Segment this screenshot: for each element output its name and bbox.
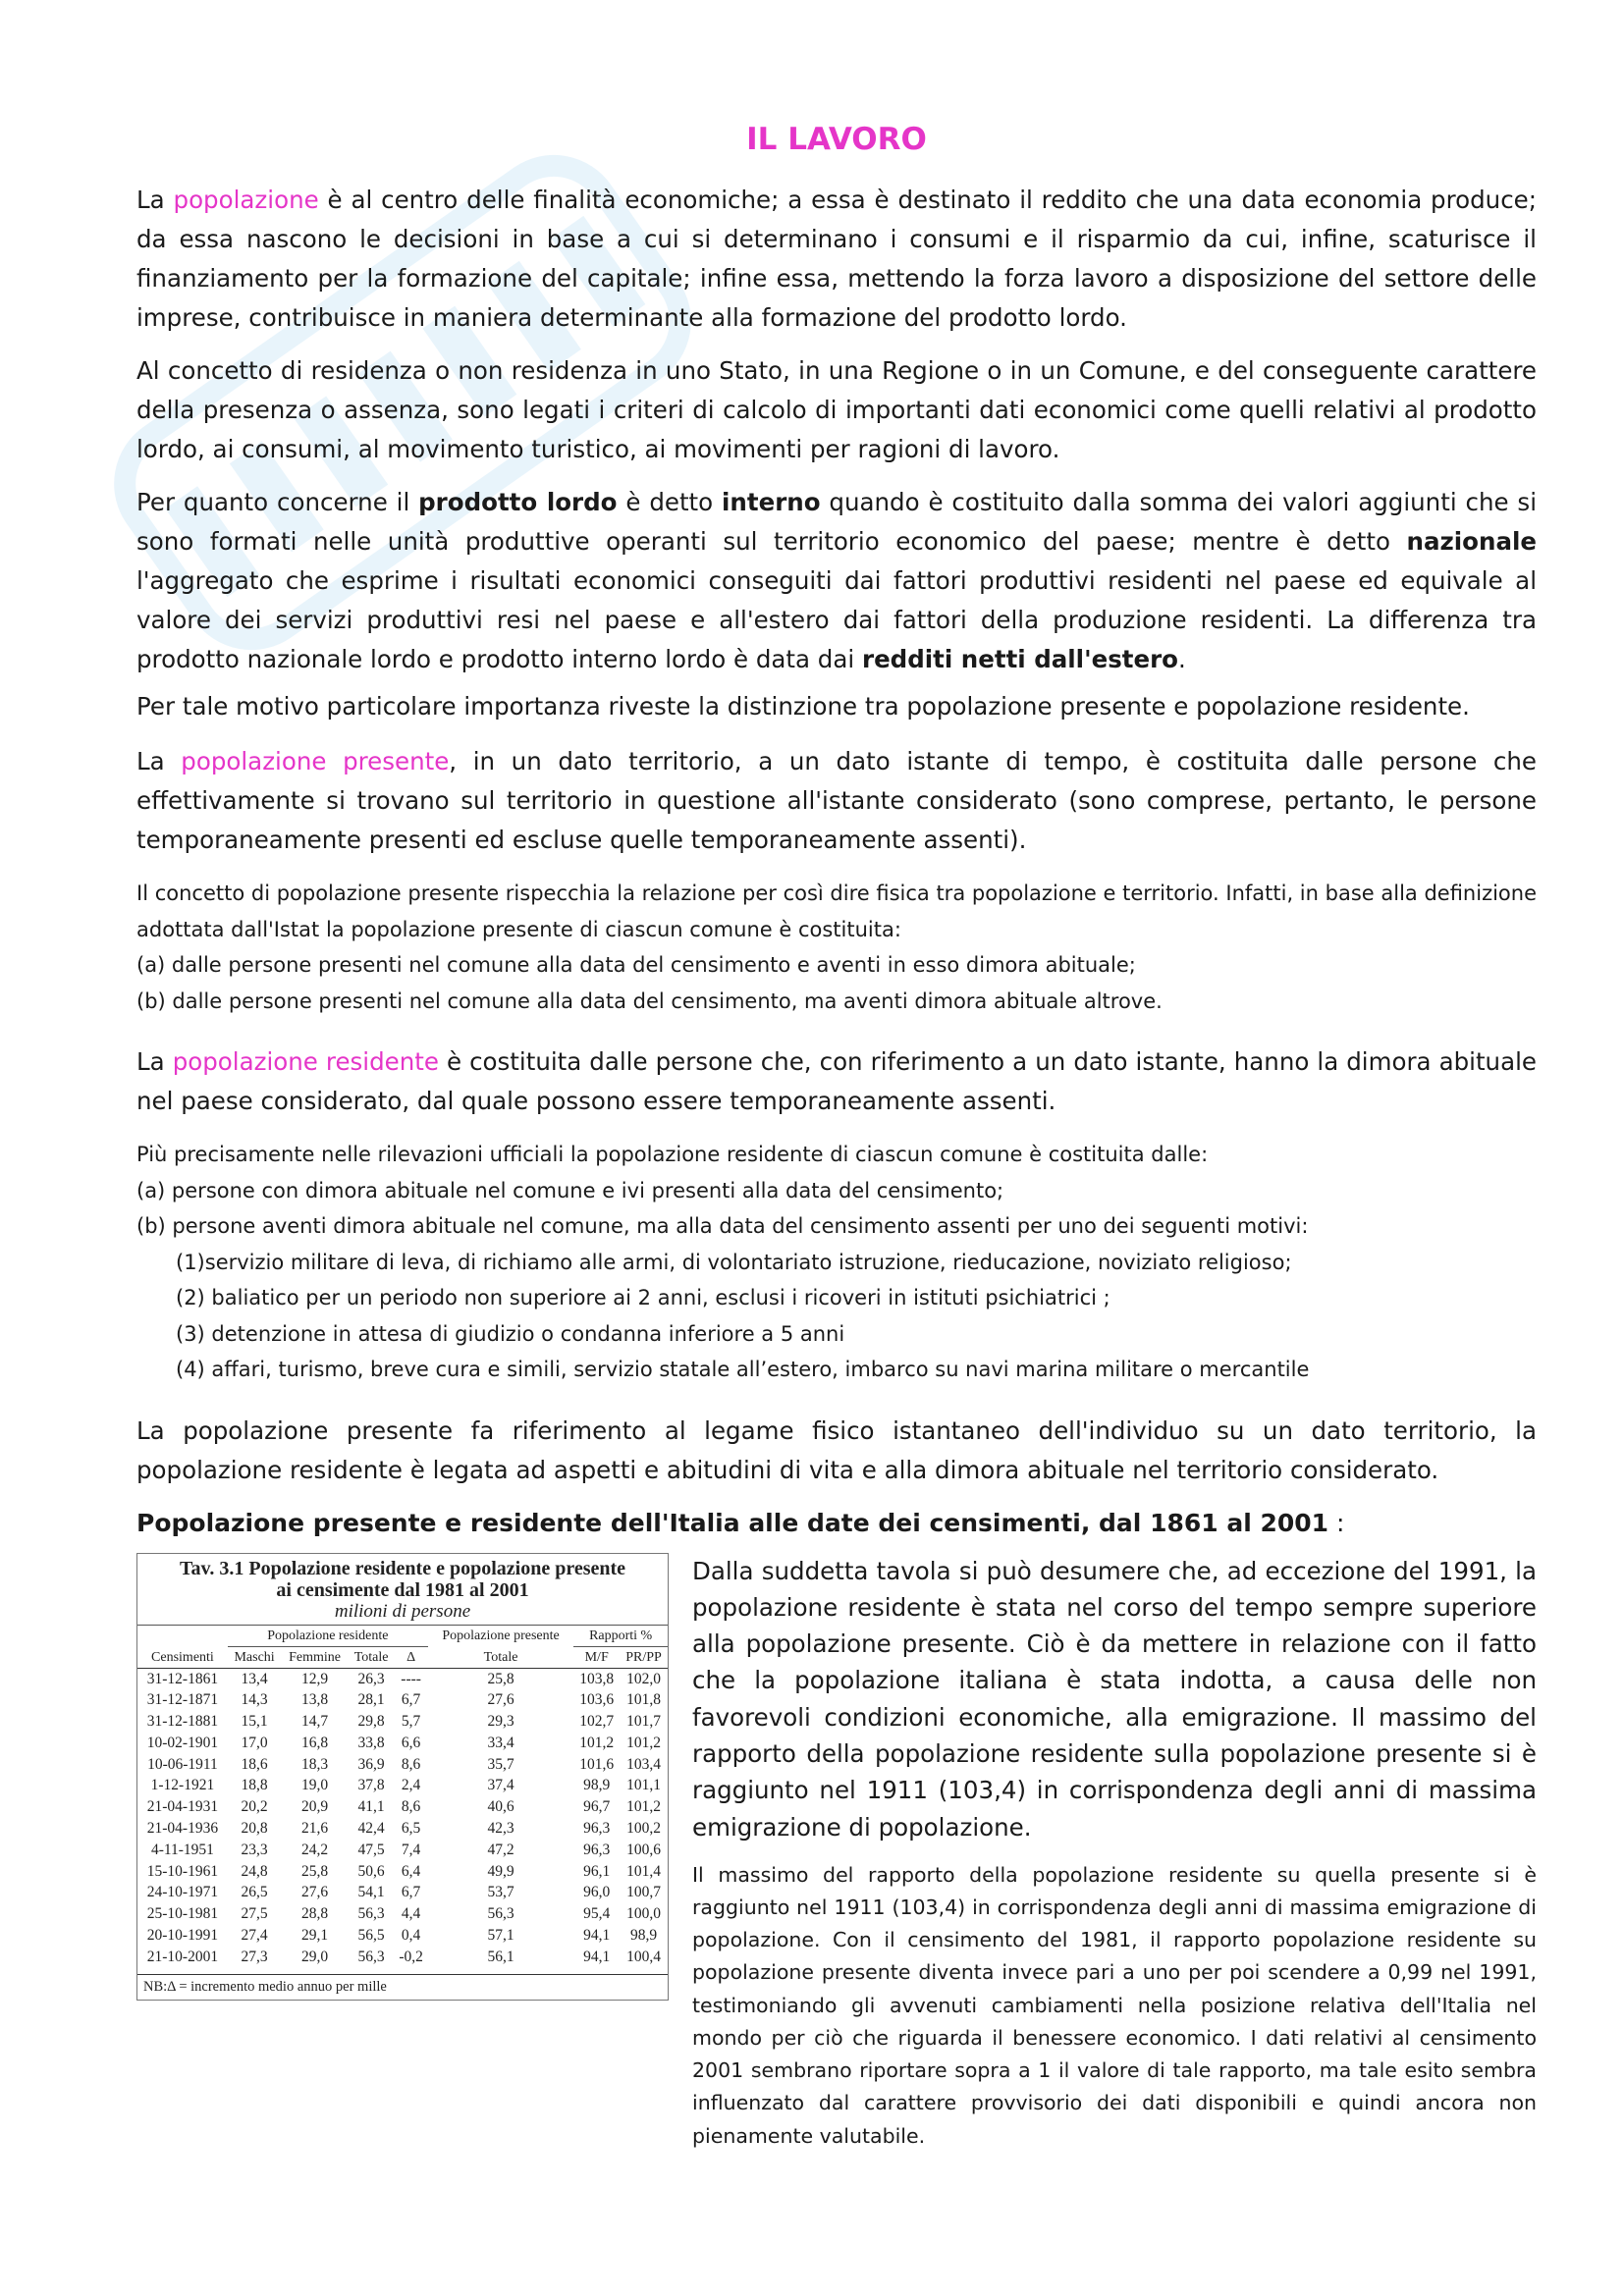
text: è detto [617, 488, 723, 516]
table-cell: 19,0 [300, 1777, 329, 1794]
table-cell: 27,6 [487, 1691, 514, 1709]
table-cell: 4,4 [401, 1905, 421, 1923]
table-cell: 25-10-1981 [146, 1905, 219, 1923]
text: La [136, 186, 174, 214]
table-cell: 12,9 [300, 1670, 329, 1687]
table-row [137, 1818, 668, 1840]
table-row [137, 1689, 668, 1711]
table-cell: 31-12-1861 [146, 1670, 219, 1687]
table-cell: 27,6 [300, 1884, 329, 1901]
paragraph-popolazione-residente [136, 1042, 1537, 1121]
paragraph-prodotto-lordo [136, 483, 1537, 679]
table-cell: 0,4 [401, 1927, 421, 1945]
table-cell: 96,3 [583, 1841, 611, 1858]
table-cell: 37,8 [357, 1777, 385, 1794]
table-note: NB:Δ = incremento medio annuo per mille [137, 1974, 668, 2000]
table-cell: 14,3 [241, 1691, 268, 1709]
istat-intro: Il concetto di popolazione presente rispecchia la relazione per così dire fisica tra popolazione e territorio. Infatti, in base alla definizione adottata dall'Istat la popolazione presente di ciascun comune è costituita: [136, 881, 1538, 941]
table-cell: 15-10-1961 [146, 1862, 219, 1880]
census-data-table [137, 1626, 668, 1968]
column-header: Δ [394, 1646, 427, 1668]
table-cell: 24-10-1971 [146, 1884, 219, 1901]
text: quando è costituito dalla somma dei valori aggiunti che si sono formati nelle unità produttive operanti sul territorio economico del paese; mentre è detto [136, 488, 1538, 556]
table-row [137, 1861, 668, 1883]
table-cell: 6,4 [401, 1862, 421, 1880]
table-cell: 42,4 [357, 1820, 385, 1838]
table-cell: 100,6 [626, 1841, 661, 1858]
table-row [137, 1668, 668, 1689]
page-title: IL LAVORO [746, 122, 927, 157]
table-cell: 94,1 [583, 1927, 611, 1945]
table-cell: 10-06-1911 [147, 1755, 218, 1773]
table-cell: 18,6 [241, 1755, 268, 1773]
column-header: Totale [428, 1646, 573, 1668]
motivo-4: (4) affari, turismo, breve cura e simili, servizio statale all’estero, imbarco su navi marina militare o mercantile [176, 1358, 1310, 1381]
table-cell: 20,9 [300, 1798, 329, 1816]
paragraph-popolazione-presente [136, 742, 1537, 860]
heading-text: Popolazione presente e residente dell'Italia alle date dei censimenti, dal 1861 al 2001 [136, 1508, 1329, 1537]
table-cell: 103,4 [626, 1755, 661, 1773]
table-cell: 20,2 [241, 1798, 268, 1816]
table-cell: 8,6 [401, 1798, 421, 1816]
table-cell: 56,3 [357, 1905, 385, 1923]
table-row [137, 1733, 668, 1754]
table-cell: 6,5 [401, 1820, 421, 1838]
text: La [136, 1047, 173, 1076]
table-cell: 101,8 [626, 1691, 661, 1709]
table-cell: 27,5 [241, 1905, 268, 1923]
table-row [137, 1840, 668, 1861]
table-cell: 102,0 [626, 1670, 661, 1687]
table-cell: 13,4 [241, 1670, 268, 1687]
group-residente: Popolazione residente [228, 1626, 428, 1647]
column-header: Maschi [228, 1646, 281, 1668]
table-cell: 35,7 [487, 1755, 514, 1773]
table-cell: 4-11-1951 [150, 1841, 214, 1858]
paragraph-legame: La popolazione presente fa riferimento al legame fisico istantaneo dell'individuo su un dato territorio, la popolazione residente è legata ad aspetti e abitudini di vita e alla dimora abituale nel territorio considerato. [136, 1415, 1537, 1484]
table-cell: 101,2 [626, 1734, 661, 1751]
table-cell: 20-10-1991 [146, 1927, 219, 1945]
table-cell: 103,8 [579, 1670, 615, 1687]
bold-interno: interno [722, 488, 821, 516]
text: è al centro delle finalità economiche; a essa è destinato il reddito che una data economia produce; da essa nascono le decisioni in base a cui si determinano i consumi e il risparmio da cui, infine, scaturisce il finanziamento per la formazione del capitale; infine essa, mettendo la forza lavoro a disposizione del settore delle imprese, contribuisce in maniera determinante alla formazione del prodotto lordo. [136, 186, 1537, 332]
table-cell: 6,6 [401, 1734, 421, 1751]
table-cell: 27,3 [241, 1948, 268, 1965]
table-cell: 14,7 [300, 1713, 329, 1731]
table-cell: 25,8 [487, 1670, 514, 1687]
table-cell: 53,7 [487, 1884, 514, 1901]
group-presente: Popolazione presente [442, 1629, 560, 1643]
table-row [137, 1796, 668, 1818]
table-cell: 1-12-1921 [150, 1777, 215, 1794]
table-cell: 49,9 [487, 1862, 514, 1880]
table-cell: 29,0 [300, 1948, 329, 1965]
column-header: Totale [349, 1646, 395, 1668]
table-body [137, 1668, 668, 1968]
table-cell: 28,1 [357, 1691, 385, 1709]
table-cell: 98,9 [629, 1927, 658, 1945]
text: l'aggregato che esprime i risultati economici conseguiti dai fattori produttivi residenti nel paese ed equivale al valore dei servizi produttivi resi nel paese e all'estero dai fattori della produzione residenti. La differenza tra prodotto nazionale lordo e prodotto interno lordo è data dai [136, 566, 1537, 673]
table-cell: 37,4 [487, 1777, 514, 1794]
table-cell: 6,7 [401, 1691, 421, 1709]
section-heading [136, 1504, 1537, 1543]
table-cell: 24,8 [241, 1862, 268, 1880]
table-cell: 36,9 [357, 1755, 385, 1773]
residente-item-b: (b) persone aventi dimora abituale nel comune, ma alla data del censimento assenti per uno dei seguenti motivi: [136, 1214, 1309, 1238]
paragraph-massimo-rapporto: Il massimo del rapporto della popolazione residente su quella presente si è raggiunto nel 1911 (103,4) in corrispondenza degli anni di massima emigrazione di popolazione. Con il censimento del 1981, il rapporto popolazione residente su popolazione presente diventa invece pari a uno per poi scendere a 0,99 nel 1991, testimoniando gli avvenuti cambiamenti nella posizione relativa dell'Italia nel mondo per ciò che riguarda il benessere economico. I dati relativi al censimento 2001 sembrano riportare sopra a 1 il valore di tale rapporto, ma tale esito sembra influenzato dal carattere provvisorio dei dati disponibili e quindi ancora non pienamente valutabile. [692, 1862, 1537, 2148]
highlight-popolazione: popolazione [173, 186, 319, 214]
table-cell: 31-12-1871 [146, 1691, 219, 1709]
text: La [136, 747, 182, 775]
table-cell: 96,3 [583, 1820, 611, 1838]
table-cell: 94,1 [583, 1948, 611, 1965]
table-cell: 95,4 [583, 1905, 611, 1923]
table-cell: 100,7 [626, 1884, 661, 1901]
table-row [137, 1711, 668, 1733]
table-cell: 21,6 [300, 1820, 329, 1838]
residente-intro: Più precisamente nelle rilevazioni ufficiali la popolazione residente di ciascun comune è costituita dalle: [136, 1143, 1209, 1166]
table-cell: 16,8 [300, 1734, 329, 1751]
table-cell: ---- [401, 1670, 421, 1687]
highlight-popolazione-residente: popolazione residente [172, 1047, 439, 1076]
table-cell: -0,2 [399, 1948, 423, 1965]
table-row [137, 1754, 668, 1776]
table-cell: 101,2 [579, 1734, 615, 1751]
right-column [692, 1553, 1537, 2153]
block-istat-residente [136, 1137, 1537, 1388]
table-row [137, 1925, 668, 1947]
column-header: Femmine [281, 1646, 348, 1668]
column-header: Censimenti [137, 1646, 228, 1668]
table-cell: 24,2 [300, 1841, 329, 1858]
table-cell: 96,0 [583, 1884, 611, 1901]
motivo-3: (3) detenzione in attesa di giudizio o condanna inferiore a 5 anni [176, 1321, 845, 1346]
table-cell: 26,3 [357, 1670, 385, 1687]
table-cell: 18,3 [300, 1755, 329, 1773]
table-cell: 41,1 [357, 1798, 385, 1816]
table-cell: 100,2 [626, 1820, 661, 1838]
table-cell: 29,8 [357, 1713, 385, 1731]
group-blank [137, 1626, 228, 1647]
text: . [1178, 645, 1186, 673]
table-cell: 25,8 [300, 1862, 329, 1880]
highlight-popolazione-presente: popolazione presente [181, 747, 450, 775]
bold-prodotto-lordo: prodotto lordo [418, 488, 618, 516]
table-cell: 8,6 [401, 1755, 421, 1773]
group-rapporti: Rapporti % [573, 1626, 668, 1647]
table-cell: 33,4 [487, 1734, 514, 1751]
table-cell: 47,2 [487, 1841, 514, 1858]
table-cell: 31-12-1881 [146, 1713, 219, 1731]
table-cell: 28,8 [300, 1905, 329, 1923]
table-cell: 96,1 [583, 1862, 611, 1880]
column-header: M/F [573, 1646, 620, 1668]
table-cell: 21-04-1936 [146, 1820, 219, 1838]
table-cell: 101,6 [579, 1755, 615, 1773]
table-cell: 13,8 [300, 1691, 329, 1709]
table-cell: 18,8 [241, 1777, 268, 1794]
column-header: PR/PP [620, 1646, 668, 1668]
table-cell: 101,4 [626, 1862, 661, 1880]
table-cell: 50,6 [357, 1862, 385, 1880]
table-cell: 56,3 [357, 1948, 385, 1965]
table-cell: 2,4 [401, 1777, 421, 1794]
table-cell: 27,4 [241, 1927, 268, 1945]
table-cell: 56,5 [357, 1927, 385, 1945]
table-cell: 10-02-1901 [146, 1734, 219, 1751]
table-cell: 101,7 [626, 1713, 661, 1731]
table-caption-1: Tav. 3.1 Popolazione residente e popolazione presente [179, 1557, 626, 1579]
table-cell: 100,4 [626, 1948, 661, 1965]
table-cell: 96,7 [583, 1798, 611, 1816]
heading-colon: : [1328, 1508, 1345, 1537]
table-cell: 29,1 [300, 1927, 329, 1945]
table-cell: 47,5 [357, 1841, 385, 1858]
bold-nazionale: nazionale [1406, 527, 1537, 556]
paragraph-residenza: Al concetto di residenza o non residenza in uno Stato, in una Regione o in un Comune, e del conseguente carattere della presenza o assenza, sono legati i criteri di calcolo di importanti dati economici come quelli relativi al prodotto lordo, ai consumi, al movimento turistico, ai movimenti per ragioni di lavoro. [136, 356, 1537, 463]
table-cell: 57,1 [487, 1927, 514, 1945]
table-cell: 42,3 [487, 1820, 514, 1838]
table-cell: 7,4 [401, 1841, 421, 1858]
table-cell: 56,1 [487, 1948, 514, 1965]
paragraph-distinzione: Per tale motivo particolare importanza riveste la distinzione tra popolazione presente e popolazione residente. [136, 692, 1470, 721]
table-cell: 102,7 [579, 1713, 615, 1731]
table-cell: 40,6 [487, 1798, 514, 1816]
table-caption-2: ai censimente dal 1981 al 2001 [276, 1578, 529, 1601]
paragraph-desumere: Dalla suddetta tavola si può desumere che, ad eccezione del 1991, la popolazione residente è stata nel corso del tempo sempre superiore alla popolazione presente. Ciò è da mettere in relazione con il fatto che la popolazione italiana è stata indotta, a causa delle non favorevoli condizioni economiche, alla emigrazione. Il massimo del rapporto della popolazione residente sulla popolazione presente si è raggiunto nel 1911 (103,4) in corrispondenza degli anni di massima emigrazione di popolazione. [692, 1556, 1537, 1842]
table-cell: 21-10-2001 [146, 1948, 219, 1965]
motivo-1: (1)servizio militare di leva, di richiamo alle armi, di volontariato istruzione, rieducazione, noviziato religioso; [176, 1250, 1292, 1274]
table-caption-3: milioni di persone [137, 1601, 668, 1626]
table-cell: 56,3 [487, 1905, 514, 1923]
bold-redditi-netti: redditi netti dall'estero [861, 645, 1179, 673]
table-cell: 21-04-1931 [146, 1798, 219, 1816]
table-cell: 6,7 [401, 1884, 421, 1901]
table-cell: 15,1 [241, 1713, 268, 1731]
istat-item-b: (b) dalle persone presenti nel comune alla data del censimento, ma aventi dimora abituale altrove. [136, 988, 1163, 1013]
table-cell: 103,6 [579, 1691, 615, 1709]
table-cell: 98,9 [583, 1777, 611, 1794]
istat-item-a: (a) dalle persone presenti nel comune alla data del censimento e aventi in esso dimora abituale; [136, 953, 1136, 977]
table-cell: 101,1 [626, 1777, 661, 1794]
table-cell: 26,5 [241, 1884, 268, 1901]
census-table [136, 1553, 669, 2001]
table-cell: 5,7 [401, 1713, 421, 1731]
table-cell: 23,3 [241, 1841, 268, 1858]
paragraph-popolazione [136, 181, 1537, 338]
text: Per quanto concerne il [136, 488, 419, 516]
text: è costituita dalle persone che, con riferimento a un dato istante, hanno la dimora abituale nel paese considerato, dal quale possono essere temporaneamente assenti. [136, 1047, 1537, 1115]
table-cell: 20,8 [241, 1820, 268, 1838]
block-istat-presente [136, 876, 1537, 1019]
table-cell: 17,0 [241, 1734, 268, 1751]
text: , in un dato territorio, a un dato istante di tempo, è costituita dalle persone che effettivamente si trovano sul territorio in questione all'istante considerato (sono comprese, pertanto, le persone temporaneamente presenti ed escluse quelle temporaneamente assenti). [136, 747, 1538, 854]
table-cell: 33,8 [357, 1734, 385, 1751]
residente-item-a: (a) persone con dimora abituale nel comune e ivi presenti alla data del censimento; [136, 1178, 1004, 1202]
content [136, 118, 1537, 2153]
table-row [137, 1947, 668, 1968]
table-row [137, 1775, 668, 1796]
table-cell: 29,3 [487, 1713, 514, 1731]
lower-section [136, 1553, 1537, 2153]
header-row [137, 1646, 668, 1668]
table-cell: 54,1 [357, 1884, 385, 1901]
table-row [137, 1903, 668, 1925]
table-cell: 100,0 [626, 1905, 661, 1923]
motivo-2: (2) baliatico per un periodo non superiore ai 2 anni, esclusi i ricoveri in istituti psichiatrici ; [176, 1286, 1110, 1309]
table-row [137, 1882, 668, 1903]
table-cell: 101,2 [626, 1798, 661, 1816]
